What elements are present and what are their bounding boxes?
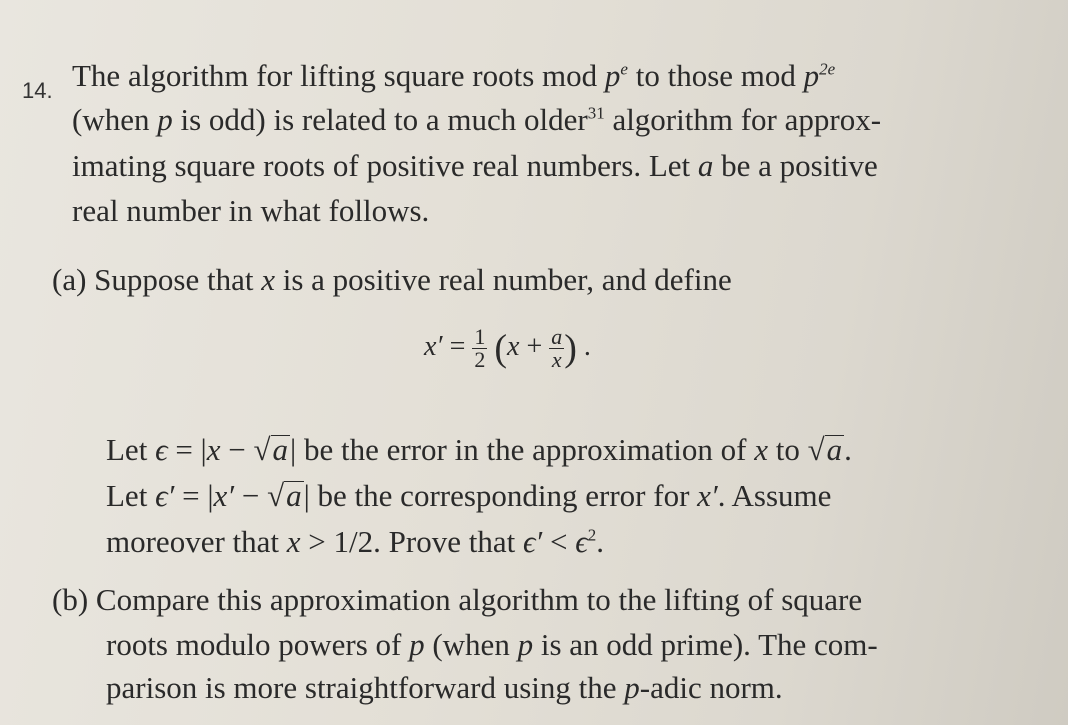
part-a-text: is a positive real number, and define: [274, 262, 732, 297]
var-x-prime: x′: [213, 478, 235, 513]
fraction-one-half: $\frac{1}{2}$: [474, 324, 486, 372]
var-epsilon-prime: ϵ′: [155, 478, 175, 513]
exercise-number: 14.: [22, 78, 53, 103]
var-a: a: [826, 432, 843, 467]
intro-text: imating square roots of positive real numbers. Let: [72, 148, 698, 183]
var-x: x: [286, 524, 301, 559]
part-a-label: (a): [52, 262, 87, 297]
var-p: p: [157, 102, 173, 137]
intro-line-4: real number in what follows.: [72, 193, 430, 228]
formula-lhs: x′: [424, 330, 443, 362]
right-paren: ): [564, 327, 577, 370]
intro-line-2: [72, 102, 881, 138]
part-a-text: Suppose that: [94, 262, 262, 297]
var-epsilon: ϵ: [575, 524, 588, 559]
part-b-label: (b): [52, 582, 89, 617]
var-a: a: [286, 478, 302, 513]
exp-e: e: [620, 59, 628, 79]
var-p: p: [803, 58, 820, 93]
var-p: p: [604, 58, 621, 93]
sqrt-symbol: √: [267, 478, 285, 513]
intro-text: (when: [72, 102, 158, 137]
footnote-ref: 31: [587, 103, 605, 123]
intro-text: be a positive: [713, 148, 878, 183]
exp-2e: 2e: [819, 59, 836, 79]
display-formula: [424, 326, 591, 371]
var-p: p: [624, 670, 640, 705]
left-paren: (: [494, 327, 508, 370]
var-x: x: [754, 432, 768, 467]
part-b-line-1: [52, 582, 862, 618]
part-a-line-2: Let ϵ = |x − √a| be the error in the approximation of x to √a.: [106, 432, 852, 467]
part-b-line-3: parison is more straightforward using the p-adic norm.: [106, 670, 783, 705]
var-x-prime: x′: [697, 478, 718, 513]
var-x: x: [507, 330, 520, 362]
intro-text: algorithm for approx-: [604, 102, 882, 137]
var-p: p: [517, 627, 534, 662]
part-a-line-1: [52, 262, 732, 298]
intro-text: to those mod: [627, 58, 804, 93]
var-x: x: [206, 432, 221, 467]
sqrt-symbol: √: [807, 432, 825, 467]
var-p: p: [409, 627, 425, 662]
var-a: a: [272, 432, 289, 467]
var-epsilon-prime: ϵ′: [522, 524, 543, 559]
part-b-line-2: roots modulo powers of p (when p is an odd prime). The com-: [106, 627, 878, 662]
sqrt-symbol: √: [253, 432, 271, 467]
part-a-line-3: Let ϵ′ = |x′ − √a| be the corresponding error for x′. Assume: [106, 478, 832, 513]
fraction-a-over-x: $\frac{a}{x}$: [551, 324, 563, 372]
var-epsilon: ϵ: [155, 432, 168, 467]
part-a-line-4: moreover that x > 1/2. Prove that $\epsilon' < \epsilon^2$.: [106, 524, 604, 559]
plus-sign: +: [526, 330, 543, 362]
intro-line-3: [72, 148, 878, 184]
formula-equals: =: [449, 330, 466, 362]
intro-text: is odd) is related to a much older: [172, 102, 588, 137]
var-x: x: [261, 262, 275, 297]
part-b-text: Compare this approximation algorithm to the lifting of square: [95, 582, 863, 617]
intro-line-1: [72, 58, 835, 94]
var-a: a: [697, 148, 714, 183]
exp-2: 2: [587, 525, 597, 545]
intro-text: The algorithm for lifting square roots mod: [72, 58, 605, 93]
formula-period: .: [583, 330, 591, 362]
